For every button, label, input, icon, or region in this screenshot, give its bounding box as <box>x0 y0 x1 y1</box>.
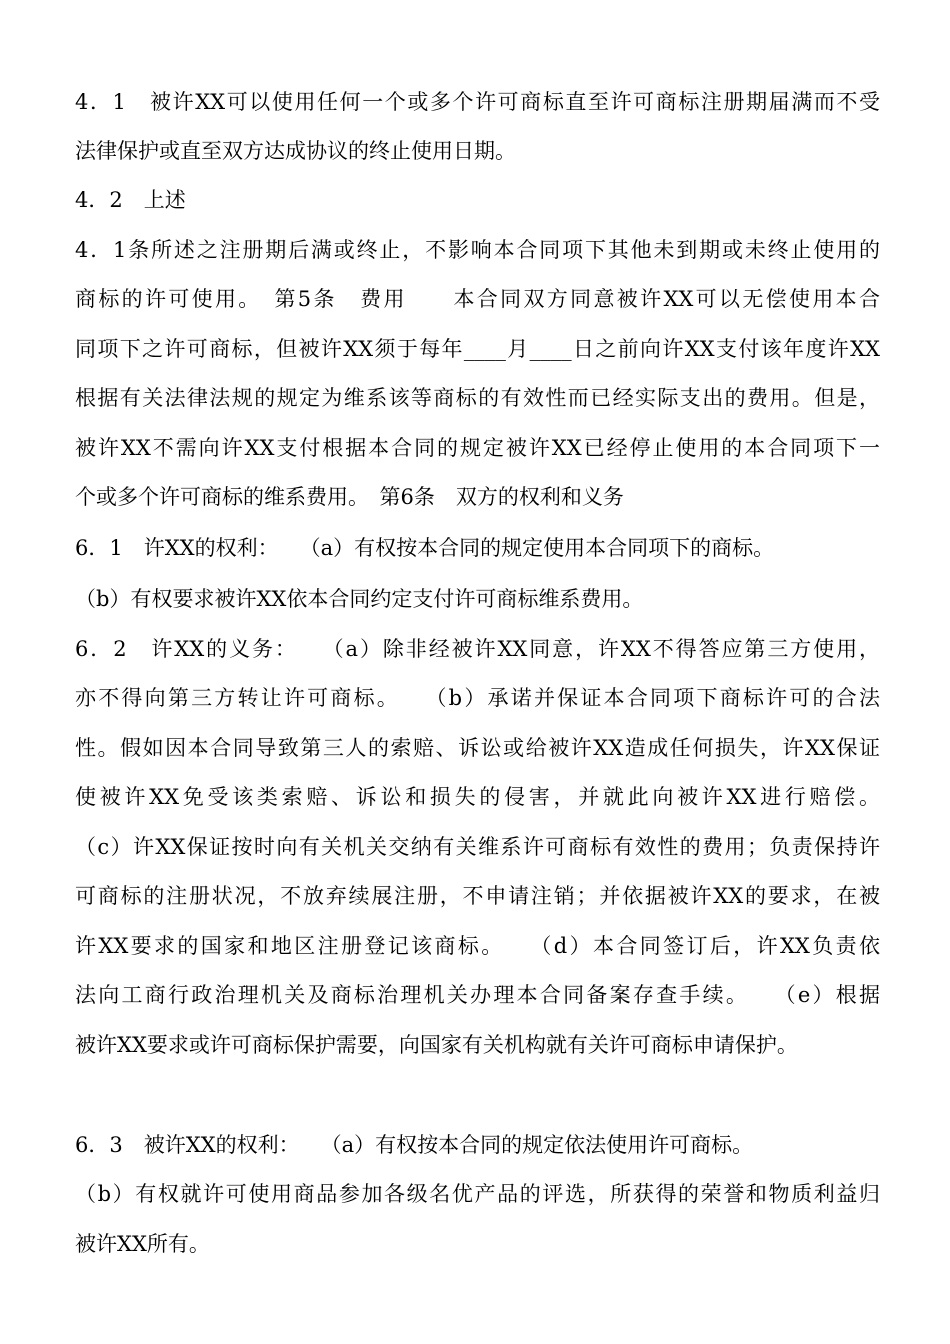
text-line: 4．1条所述之注册期后满或终止，不影响本合同项下其他未到期或未终止使用的 <box>75 238 880 262</box>
text-line: 被许XX所有。 <box>75 1232 210 1256</box>
text-line: 被许XX不需向许XX支付根据本合同的规定被许XX已经停止使用的本合同项下一 <box>75 436 880 460</box>
text-line: 4．2 上述 <box>75 188 186 212</box>
text-line: 6．2 许XX的义务： （a）除非经被许XX同意，许XX不得答应第三方使用， <box>75 637 880 661</box>
text-line: （b）有权要求被许XX依本合同约定支付许可商标维系费用。 <box>75 587 644 611</box>
text-line: 许XX要求的国家和地区注册登记该商标。 （d）本合同签订后，许XX负责依 <box>75 934 880 958</box>
text-line: 性。假如因本合同导致第三人的索赔、诉讼或给被许XX造成任何损失，许XX保证 <box>75 736 880 760</box>
text-line: 根据有关法律法规的规定为维系该等商标的有效性而已经实际支出的费用。但是， <box>75 386 880 410</box>
text-line: 同项下之许可商标，但被许XX须于每年____月____日之前向许XX支付该年度许XX <box>75 337 880 361</box>
text-line: 4．1 被许XX可以使用任何一个或多个许可商标直至许可商标注册期届满而不受 <box>75 90 880 114</box>
text-line: 被许XX要求或许可商标保护需要，向国家有关机构就有关许可商标申请保护。 <box>75 1033 798 1057</box>
text-line: 可商标的注册状况，不放弃续展注册，不申请注销；并依据被许XX的要求，在被 <box>75 884 880 908</box>
text-line: 亦不得向第三方转让许可商标。 （b）承诺并保证本合同项下商标许可的合法 <box>75 686 880 710</box>
text-line: 6．3 被许XX的权利： （a）有权按本合同的规定依法使用许可商标。 <box>75 1133 754 1157</box>
text-line: 个或多个许可商标的维系费用。 第6条 双方的权利和义务 <box>75 485 624 509</box>
text-line: 使被许XX免受该类索赔、诉讼和损失的侵害，并就此向被许XX进行赔偿。 <box>75 785 880 809</box>
text-line: （c）许XX保证按时向有关机关交纳有关维系许可商标有效性的费用；负责保持许 <box>75 835 880 859</box>
text-line: 商标的许可使用。 第5条 费用 本合同双方同意被许XX可以无偿使用本合 <box>75 287 880 311</box>
text-line: 法向工商行政治理机关及商标治理机关办理本合同备案存查手续。 （e）根据 <box>75 983 880 1007</box>
text-line: （b）有权就许可使用商品参加各级名优产品的评选，所获得的荣誉和物质利益归 <box>75 1182 880 1206</box>
text-line: 法律保护或直至双方达成协议的终止使用日期。 <box>75 139 516 163</box>
text-line: 6．1 许XX的权利： （a）有权按本合同的规定使用本合同项下的商标。 <box>75 536 775 560</box>
